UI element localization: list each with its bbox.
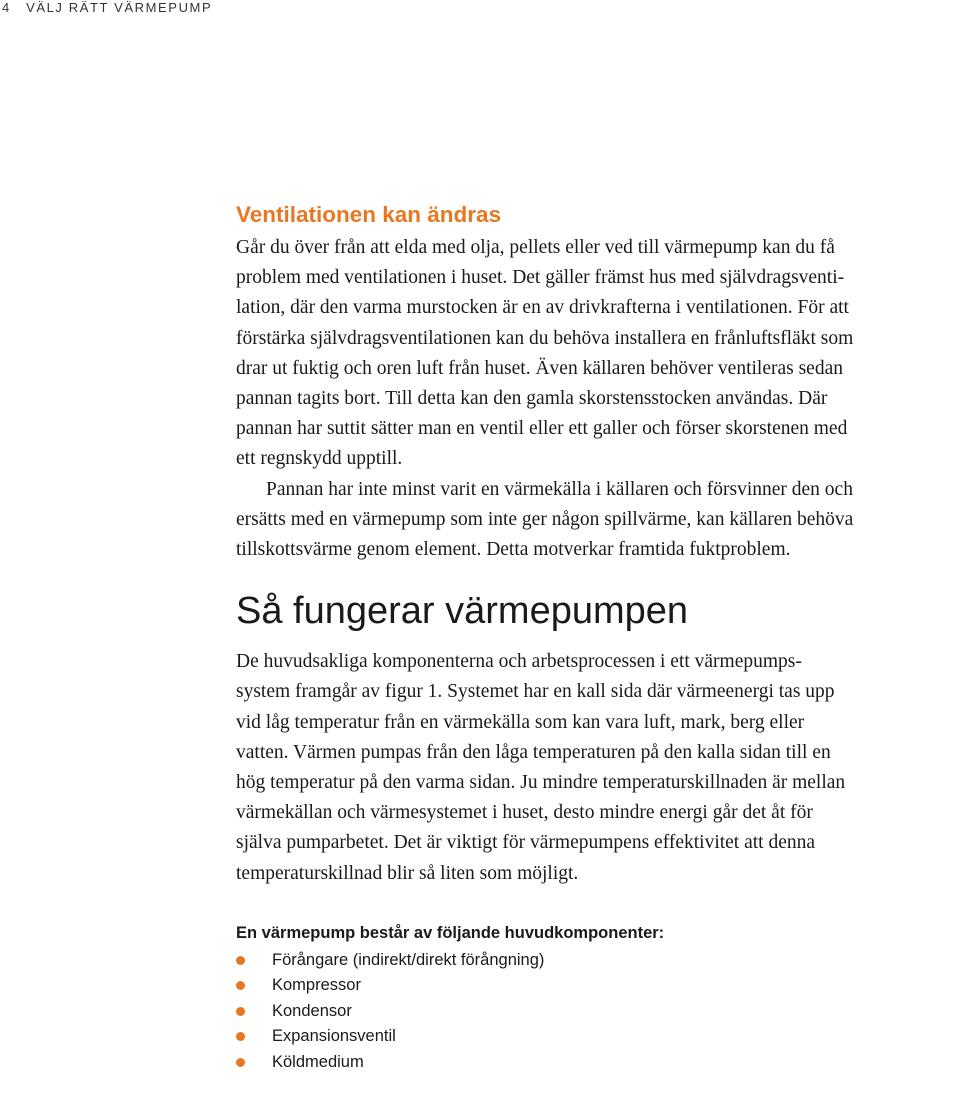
list-item-label: Expansionsventil — [272, 1027, 396, 1046]
components-heading: En värmepump består av följande huvudkomponenter: — [236, 923, 665, 942]
heat-pump-paragraph — [236, 647, 960, 889]
text-line: tillskottsvärme genom element. Detta motverkar framtida fuktproblem. — [236, 539, 791, 561]
page-number: 4 — [2, 0, 11, 15]
bullet-dot-icon — [236, 1007, 245, 1016]
text-line: ett regnskydd upptill. — [236, 448, 403, 470]
bullet-dot-icon — [236, 956, 245, 965]
ventilation-paragraph-1 — [236, 233, 960, 475]
list-item-label: Kompressor — [272, 976, 361, 995]
running-title: VÄLJ RÄTT VÄRMEPUMP — [26, 0, 213, 15]
text-line: själva pumparbetet. Det är viktigt för värmepumpens effektivitet att denna — [236, 832, 816, 854]
section-heading-heat-pump: Så fungerar värmepumpen — [236, 590, 689, 633]
text-line: lation, där den varma murstocken är en av drivkrafterna i ventilationen. För att — [236, 297, 849, 319]
text-line: hög temperatur på den varma sidan. Ju mindre temperaturskillnaden är mellan — [236, 772, 846, 794]
page-content — [236, 202, 960, 1075]
bullet-dot-icon — [236, 981, 245, 990]
components-list — [236, 948, 960, 1076]
list-item-label: Förångare (indirekt/direkt förångning) — [272, 950, 545, 969]
list-item — [236, 999, 960, 1025]
text-line: förstärka självdragsventilationen kan du behöva installera en frånluftsfläkt som — [236, 327, 854, 349]
list-item-label: Kondensor — [272, 1001, 352, 1020]
bullet-dot-icon — [236, 1058, 245, 1067]
list-item — [236, 1050, 960, 1076]
text-line: system framgår av figur 1. Systemet har en kall sida där värmeenergi tas upp — [236, 681, 835, 703]
text-line: drar ut fuktig och oren luft från huset. Även källaren behöver ventileras sedan — [236, 357, 843, 379]
text-line: ersätts med en värmepump som inte ger någon spillvärme, kan källaren behöva — [236, 508, 854, 530]
text-line-indented — [236, 475, 960, 505]
text-line: temperaturskillnad blir så liten som möjligt. — [236, 862, 579, 884]
bullet-dot-icon — [236, 1032, 245, 1041]
text-line: problem med ventilationen i huset. Det gäller främst hus med självdragsventi- — [236, 267, 845, 289]
section-heading-ventilation: Ventilationen kan ändras — [236, 202, 502, 227]
list-item-label: Köldmedium — [272, 1052, 364, 1071]
text-line: Pannan har inte minst varit en värmekälla i källaren och försvinner den och — [266, 478, 853, 500]
text-line: pannan har suttit sätter man en ventil eller ett galler och förser skorstenen med — [236, 418, 848, 440]
text-line: De huvudsakliga komponenterna och arbetsprocessen i ett värmepumps- — [236, 651, 802, 673]
list-item — [236, 1024, 960, 1050]
text-line: pannan tagits bort. Till detta kan den gamla skorstensstocken användas. Där — [236, 388, 828, 410]
text-line: Går du över från att elda med olja, pellets eller ved till värmepump kan du få — [236, 237, 835, 258]
ventilation-paragraph-2 — [236, 475, 960, 566]
list-item — [236, 948, 960, 974]
running-header — [2, 0, 212, 16]
list-item — [236, 973, 960, 999]
text-line: vid låg temperatur från en värmekälla som kan vara luft, mark, berg eller — [236, 711, 805, 733]
text-line: vatten. Värmen pumpas från den låga temperaturen på den kalla sidan till en — [236, 741, 831, 763]
text-line: värmekällan och värmesystemet i huset, desto mindre energi går det åt för — [236, 802, 813, 824]
